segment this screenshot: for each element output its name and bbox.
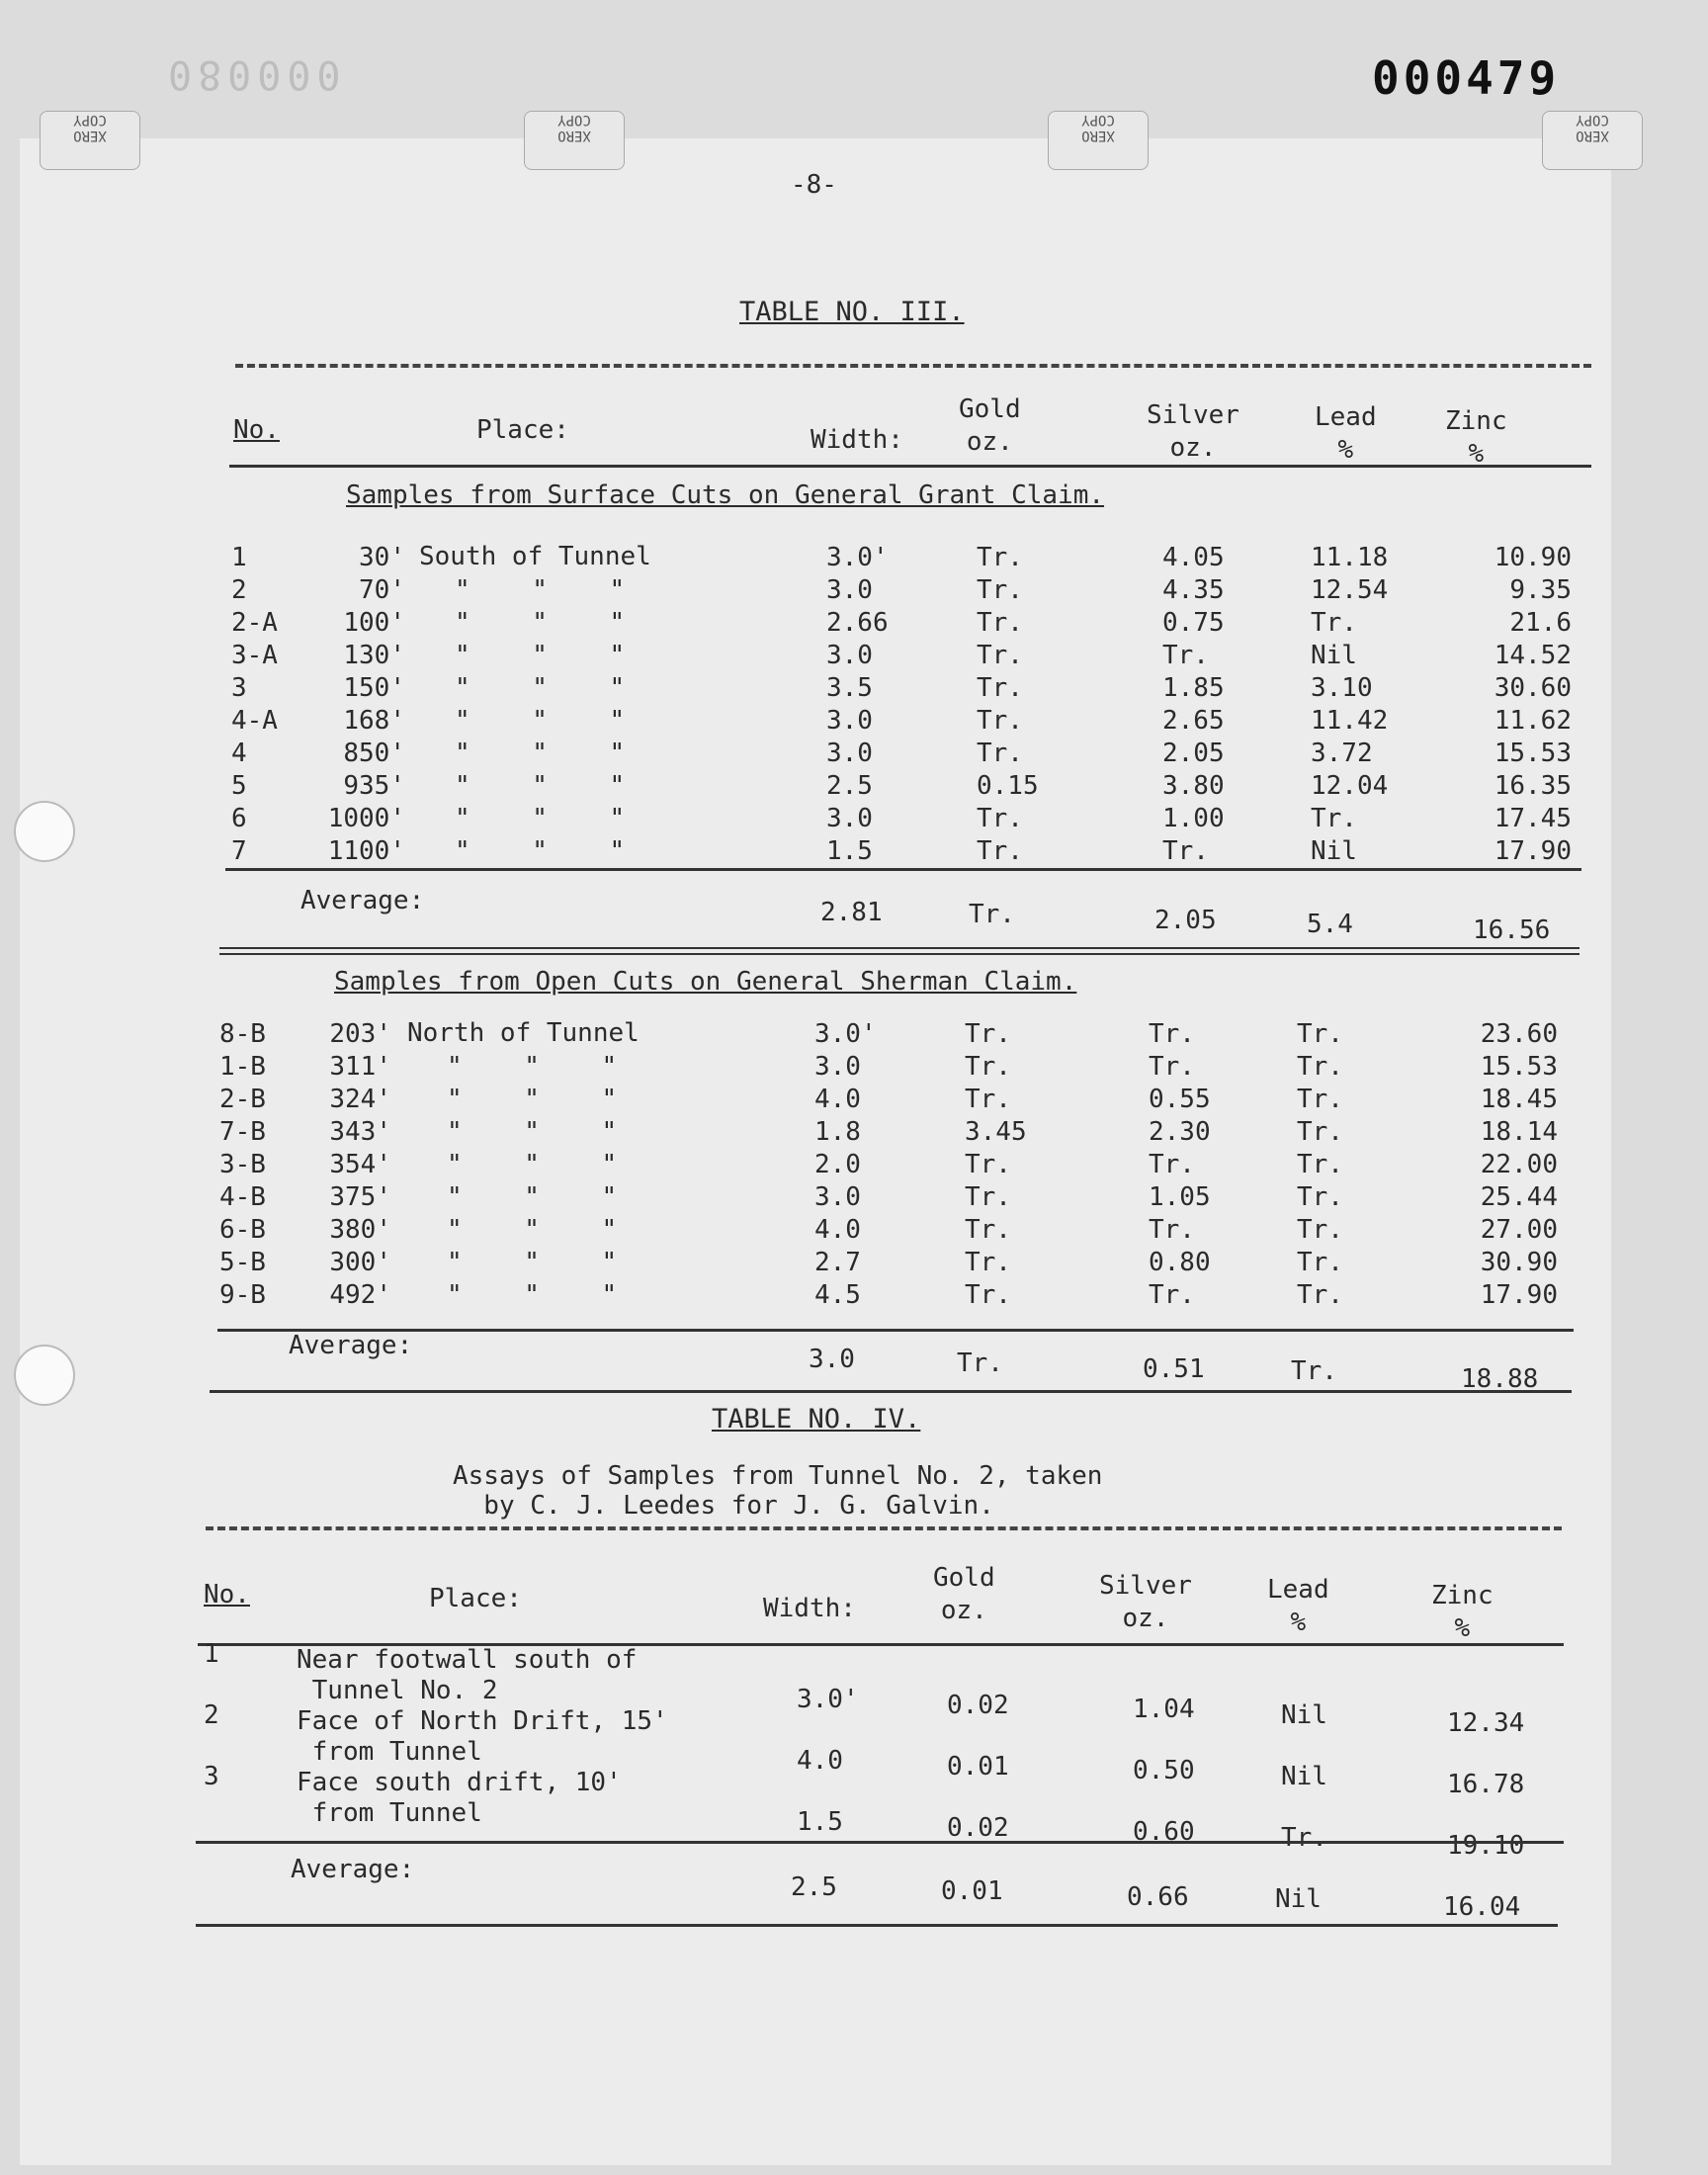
table4-col-lead: Nil Nil Tr. bbox=[1281, 1700, 1327, 1853]
section1-place-first: South of Tunnel bbox=[419, 542, 651, 571]
section2-col-lead: Tr. Tr. Tr. Tr. Tr. Tr. Tr. Tr. Tr. bbox=[1297, 1019, 1343, 1310]
section1-average-width: 2.81 bbox=[820, 898, 883, 927]
xero-copy-tab: XERO COPY bbox=[40, 111, 140, 170]
punch-hole bbox=[14, 801, 75, 862]
section2-average-lead: Tr. bbox=[1291, 1356, 1337, 1386]
table3-header-silver: Silver oz. bbox=[1147, 400, 1239, 463]
table3-header-gold: Gold oz. bbox=[959, 394, 1021, 457]
table4-header-no: No. bbox=[204, 1580, 250, 1610]
table4-col-no: 1 2 3 bbox=[204, 1639, 219, 1791]
table4-average-gold: 0.01 bbox=[941, 1876, 1003, 1906]
table4-average-width: 2.5 bbox=[791, 1872, 837, 1902]
section1-col-gold: Tr. Tr. Tr. Tr. Tr. Tr. Tr. 0.15 Tr. Tr. bbox=[977, 543, 1039, 866]
section2-col-ditto: " " " " " " " " " " " " " " " " " " " " " " " " bbox=[447, 1052, 618, 1310]
section1-col-distance: 30' 70' 100' 130' 150' 168' 850' 935' 1000' 1100' bbox=[327, 543, 405, 866]
section2-average-width: 3.0 bbox=[809, 1345, 855, 1374]
xero-copy-tab: XERO COPY bbox=[524, 111, 625, 170]
table4-header-gold: Gold oz. bbox=[933, 1563, 995, 1625]
xero-copy-tab: XERO COPY bbox=[1542, 111, 1643, 170]
section1-average-silver: 2.05 bbox=[1154, 906, 1217, 935]
table3-header-no: No. bbox=[233, 415, 280, 445]
table4-col-zinc: 12.34 16.78 19.10 bbox=[1447, 1708, 1525, 1861]
section2-average-silver: 0.51 bbox=[1143, 1354, 1205, 1384]
punch-hole bbox=[14, 1345, 75, 1406]
section1-double-rule bbox=[219, 947, 1580, 955]
table3-header-lead: Lead % bbox=[1315, 402, 1377, 465]
section2-bottom-rule bbox=[210, 1390, 1572, 1393]
section2-col-silver: Tr. Tr. 0.55 2.30 Tr. 1.05 Tr. 0.80 Tr. bbox=[1149, 1019, 1211, 1310]
table3-header-place: Place: bbox=[476, 415, 569, 445]
faded-page-stamp: 080000 bbox=[168, 51, 347, 97]
xero-copy-tab: XERO COPY bbox=[1048, 111, 1149, 170]
page-number: -8- bbox=[791, 170, 837, 200]
section2-place-first: North of Tunnel bbox=[407, 1018, 640, 1048]
section2-col-zinc: 23.60 15.53 18.45 18.14 22.00 25.44 27.00 30.90 17.90 bbox=[1480, 1019, 1558, 1310]
section2-average-label: Average: bbox=[289, 1331, 413, 1360]
section1-col-lead: 11.18 12.54 Tr. Nil 3.10 11.42 3.72 12.04 Tr. Nil bbox=[1311, 543, 1389, 866]
table4-col-width: 3.0' 4.0 1.5 bbox=[797, 1685, 859, 1837]
table4-total-rule bbox=[196, 1841, 1564, 1844]
table3-header-width: Width: bbox=[811, 425, 903, 455]
section2-average-zinc: 18.88 bbox=[1461, 1364, 1539, 1394]
table4-header-lead: Lead % bbox=[1267, 1575, 1329, 1637]
section1-col-silver: 4.05 4.35 0.75 Tr. 1.85 2.65 2.05 3.80 1.00 Tr. bbox=[1162, 543, 1225, 866]
section1-average-label: Average: bbox=[300, 886, 425, 915]
section1-col-no: 1 2 2-A 3-A 3 4-A 4 5 6 7 bbox=[231, 543, 278, 866]
section2-col-gold: Tr. Tr. Tr. 3.45 Tr. Tr. Tr. Tr. Tr. bbox=[965, 1019, 1027, 1310]
section2-col-width: 3.0' 3.0 4.0 1.8 2.0 3.0 4.0 2.7 4.5 bbox=[814, 1019, 877, 1310]
section1-average-zinc: 16.56 bbox=[1473, 915, 1551, 945]
section2-title: Samples from Open Cuts on General Sherman Claim. bbox=[334, 967, 1077, 997]
table4-average-label: Average: bbox=[291, 1855, 415, 1884]
table4-header-silver: Silver oz. bbox=[1099, 1571, 1192, 1633]
table4-bottom-rule bbox=[196, 1924, 1558, 1927]
section2-average-gold: Tr. bbox=[957, 1348, 1003, 1378]
section1-total-rule bbox=[225, 868, 1581, 871]
table3-header-rule bbox=[229, 465, 1591, 468]
section1-col-ditto: " " " " " " " " " " " " " " " " " " " " " " " " " " " bbox=[455, 575, 626, 866]
page-stamp-number: 000479 bbox=[1372, 51, 1561, 105]
section1-average-gold: Tr. bbox=[969, 900, 1015, 929]
table3-top-rule bbox=[235, 364, 1591, 368]
table4-average-zinc: 16.04 bbox=[1443, 1892, 1521, 1922]
table3-header-zinc: Zinc % bbox=[1445, 406, 1507, 469]
table4-header-width: Width: bbox=[763, 1594, 856, 1623]
table4-col-silver: 1.04 0.50 0.60 bbox=[1133, 1695, 1195, 1847]
table4-col-gold: 0.02 0.01 0.02 bbox=[947, 1691, 1009, 1843]
table4-average-lead: Nil bbox=[1275, 1884, 1322, 1914]
section2-col-distance: 203' 311' 324' 343' 354' 375' 380' 300' 492' bbox=[329, 1019, 391, 1310]
section1-col-width: 3.0' 3.0 2.66 3.0 3.5 3.0 3.0 2.5 3.0 1.5 bbox=[826, 543, 889, 866]
section1-title: Samples from Surface Cuts on General Grant Claim. bbox=[346, 480, 1105, 510]
table4-header-zinc: Zinc % bbox=[1431, 1581, 1494, 1643]
section2-total-rule bbox=[217, 1329, 1574, 1332]
table4-subtitle: Assays of Samples from Tunnel No. 2, taken by C. J. Leedes for J. G. Galvin. bbox=[453, 1461, 1103, 1521]
section2-col-no: 8-B 1-B 2-B 7-B 3-B 4-B 6-B 5-B 9-B bbox=[219, 1019, 266, 1310]
table4-average-silver: 0.66 bbox=[1127, 1882, 1189, 1912]
table3-title: TABLE NO. III. bbox=[739, 297, 965, 327]
section1-col-zinc: 10.90 9.35 21.6 14.52 30.60 11.62 15.53 16.35 17.45 17.90 bbox=[1494, 543, 1572, 866]
table4-col-place: Near footwall south of Tunnel No. 2 Face of North Drift, 15' from Tunnel Face south drift, 10' from Tunnel bbox=[297, 1645, 668, 1828]
section1-average-lead: 5.4 bbox=[1307, 910, 1353, 939]
table4-title: TABLE NO. IV. bbox=[712, 1404, 921, 1435]
table4-top-rule bbox=[206, 1526, 1562, 1530]
table4-header-place: Place: bbox=[429, 1584, 522, 1613]
